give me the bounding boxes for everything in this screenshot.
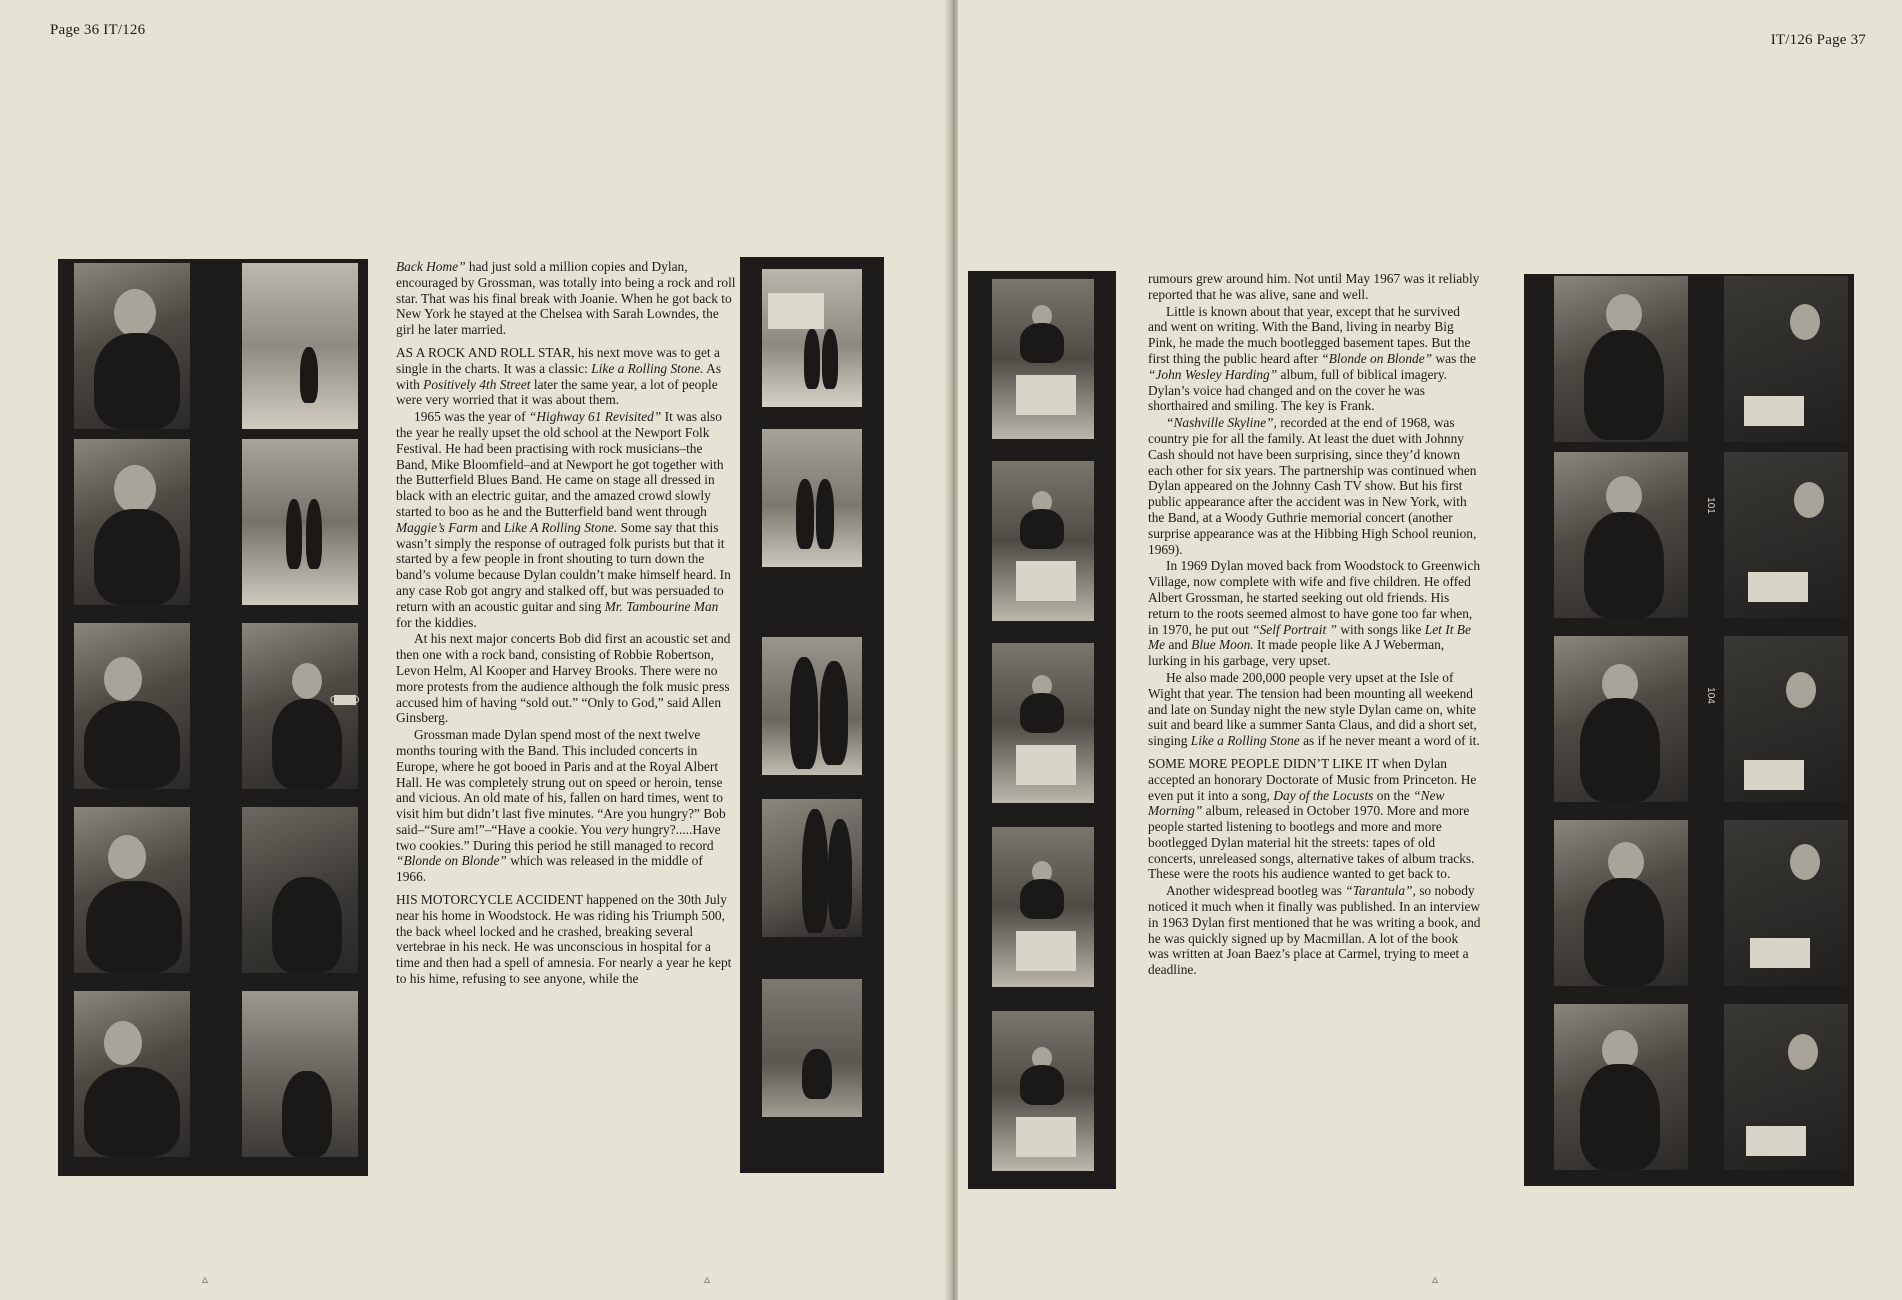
photo-frame [762, 637, 862, 775]
left-column-text [396, 259, 736, 987]
photo-frame [1724, 636, 1848, 802]
article-paragraph: rumours grew around him. Not until May 1967 was it reliably reported that he was alive, sane and well. [1148, 271, 1480, 302]
photo-frame [1724, 1004, 1848, 1170]
photo-frame [992, 279, 1094, 439]
article-paragraph: SOME MORE PEOPLE DIDN’T LIKE IT when Dylan accepted an honorary Doctorate of Music from Princeton. He even put it into a song, Day of the Locusts on the “New Morning” album, released in October 1970. More and more people started listening to bootlegs and more and more bootlegged Dylan material hit the streets: tapes of old concerts, unreleased songs, alternative takes of album tracks. These were the roots his audience wanted to get back to. [1148, 755, 1477, 882]
article-paragraph: In 1969 Dylan moved back from Woodstock to Greenwich Village, now complete with wife and five children. He offed Albert Grossman, he started seeking out old friends. His return to the roots seemed almost to have gone too far when, in 1970, he put out “Self Portrait ” with songs like Let It Be Me and Blue Moon. It made people like A J Weberman, lurking in his garbage, very upset. [1148, 558, 1481, 669]
article-paragraph: Little is known about that year, except that he survived and went on writing. With the Band, living in nearby Big Pink, he made the much bootlegged basement tapes. But the first thing the public heard after “Blonde on Blonde” was the “John Wesley Harding” album, full of biblical imagery. Dylan’s voice had changed and on the cover he was shorthaired and smiling. The key is Frank. [1148, 303, 1477, 414]
photo-frame [74, 991, 190, 1157]
photo-frame [1554, 276, 1688, 442]
page-gutter-mark: ▵ [704, 1272, 711, 1286]
article-paragraph: Grossman made Dylan spend most of the next twelve months touring with the Band. This included concerts in Europe, where he got booed in Paris and at the Royal Albert Hall. He was completely strung out on speed or heroin, tense and vicious. An old mate of his, fallen on hard times, went to visit him but didn’t last five minutes. “Are you hungry?” Bob said–“Sure am!”–“Have a cookie. You very hungry?.....Have two cookies.” During this period he still managed to record “Blonde on Blonde” which was released in the middle of 1966. [396, 727, 726, 885]
article-paragraph: He also made 200,000 people very upset at the Isle of Wight that year. The tension had been mounting all weekend and late on Sunday night the new style Dylan came on, white suit and beard like a summer Santa Claus, and did a short set, singing Like a Rolling Stone as if he never meant a word of it. [1148, 669, 1480, 749]
contact-sheet-left [58, 259, 368, 1176]
photo-frame [1554, 452, 1688, 618]
photo-frame [1554, 636, 1688, 802]
film-edge-mark: CORD [330, 695, 360, 706]
photo-frame [242, 263, 358, 429]
filmstrip-right-page [968, 271, 1116, 1189]
photo-frame [74, 439, 190, 605]
photo-frame [242, 623, 358, 789]
photo-frame [1554, 820, 1688, 986]
article-column-right [1148, 271, 1482, 979]
right-column-text [1148, 271, 1482, 978]
left-folio: Page 36 IT/126 [50, 22, 146, 38]
article-paragraph: Back Home” had just sold a million copies and Dylan, encouraged by Grossman, was totally into being a rock and roll star. That was his final break with Joanie. When he got back to New York he stayed at the Chelsea with Sarah Lowndes, the girl he later married. [396, 259, 736, 338]
film-edge-mark: 104 [1704, 687, 1716, 704]
photo-frame [1724, 276, 1848, 442]
article-paragraph: “Nashville Skyline”, recorded at the end of 1968, was country pie for all the family. At least the duet with Johnny Cash should not have been surprising, since they’d known each other for six years. The partnership was continued when Dylan appeared on the Johnny Cash TV show. But his first public appearance after the accident was in New York, with the Band, at a Woody Guthrie memorial concert (another surprise appearance was at the Hibbing High School reunion, 1969). [1148, 415, 1477, 557]
photo-frame [762, 979, 862, 1117]
photo-frame [762, 269, 862, 407]
photo-frame [992, 827, 1094, 987]
filmstrip-left-page [740, 257, 884, 1173]
photo-frame [74, 623, 190, 789]
page-gutter-mark: ▵ [202, 1272, 209, 1286]
photo-frame [1554, 1004, 1688, 1170]
article-paragraph: Another widespread bootleg was “Tarantula”, so nobody noticed it much when it finally was published. In an interview in 1963 Dylan first mentioned that he was writing a book, and he was quickly signed up by Macmillan. A lot of the book was written at Joan Baez’s place at Carmel, trying to meet a deadline. [1148, 883, 1481, 978]
photo-frame [242, 439, 358, 605]
right-page [958, 0, 1902, 1300]
photo-frame [74, 807, 190, 973]
article-paragraph: 1965 was the year of “Highway 61 Revisited” It was also the year he really upset the old school at the Newport Folk Festival. He had been practising with rock musicians–the Band, Mike Bloomfield–and at Newport he got together with the Butterfield Blues Band. He came on stage all dressed in black with an electric guitar, and the amazed crowd slowly started to boo as he and the Butterfield band went through Maggie’s Farm and Like A Rolling Stone. Some say that this wasn’t simply the response of outraged folk purists but that it started by a few people in front shouting to turn down the band’s volume because Dylan couldn’t make himself heard. In any case Rob got angry and stalked off, but was persuaded to return with an acoustic guitar and sing Mr. Tambourine Man for the kiddies. [396, 409, 731, 630]
photo-frame [992, 461, 1094, 621]
article-paragraph: At his next major concerts Bob did first an acoustic set and then one with a rock band, consisting of Robbie Robertson, Levon Helm, Al Kooper and Harvey Brooks. There were no more protests from the audience although the folk music press accused him of having “sold out.” “Only to God,” said Allen Ginsberg. [396, 631, 731, 726]
article-paragraph: AS A ROCK AND ROLL STAR, his next move was to get a single in the charts. It was a classic: Like a Rolling Stone. As with Positively 4th Street later the same year, a lot of people were very worried that it was about them. [396, 344, 722, 408]
photo-frame [992, 643, 1094, 803]
photo-frame [992, 1011, 1094, 1171]
page-gutter-mark: ▵ [1432, 1272, 1439, 1286]
photo-frame [1724, 452, 1848, 618]
right-folio: IT/126 Page 37 [1770, 32, 1866, 48]
left-page [0, 0, 950, 1300]
article-paragraph: HIS MOTORCYCLE ACCIDENT happened on the 30th July near his home in Woodstock. He was riding his Triumph 500, the back wheel locked and he crashed, breaking several vertebrae in his neck. He was unconscious in hospital for a time and then had a spell of amnesia. For nearly a year he kept to his hime, refusing to see anyone, while the [396, 892, 732, 987]
contact-sheet-right [1524, 274, 1854, 1186]
photo-frame [762, 429, 862, 567]
photo-frame [762, 799, 862, 937]
film-edge-mark: 101 [1704, 497, 1716, 514]
article-column-left [396, 259, 736, 988]
photo-frame [242, 991, 358, 1157]
photo-frame [74, 263, 190, 429]
photo-frame [1724, 820, 1848, 986]
photo-frame [242, 807, 358, 973]
